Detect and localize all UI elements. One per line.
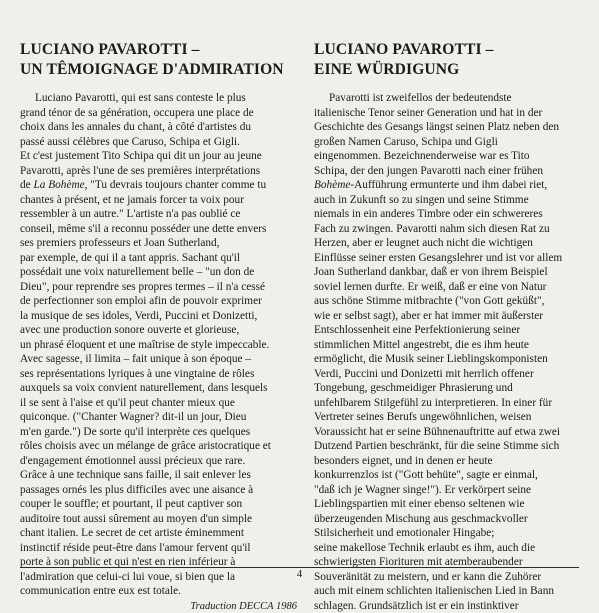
text-line: unfehlbarem Stilgefühl zu interpretieren. In einer für — [314, 396, 586, 411]
text-line: Avec sagesse, il limita – fait unique à son époque – — [20, 352, 297, 367]
text-line: italienische Tenor seiner Generation und hat in der — [314, 106, 586, 121]
text-line: überzeugenden Mischung aus geschmackvoller — [314, 512, 586, 527]
text-line: auch in Zukunft so zu singen und seine Stimme — [314, 193, 586, 208]
text-line: chant italien. Le secret de cet artiste éminemment — [20, 526, 297, 541]
text-line: ses représentations lyriques à une vingtaine de rôles — [20, 367, 297, 382]
text-line: quiconque. ("Chanter Wagner? dit-il un jour, Dieu — [20, 410, 297, 425]
page-number: 4 — [0, 568, 599, 580]
text-line: passages ornés les plus difficiles avec une aisance à — [20, 483, 297, 498]
text-line: passé aussi célèbres que Caruso, Schipa et Gigli. — [20, 135, 297, 150]
translation-credit: Traduction DECCA 1986 — [20, 601, 297, 612]
text-line: besonders eignet, und in denen er heute — [314, 454, 586, 469]
french-heading — [20, 40, 297, 80]
text-line: schwierigsten Fiorituren mit atemberaubender — [314, 555, 586, 570]
text-line: couper le souffle; et pourtant, il peut captiver son — [20, 497, 297, 512]
text-line: l'admiration que celui-ci lui voue, si bien que la — [20, 570, 297, 585]
text-line: "daß ich je Wagner singe!"). Er verkörpert seine — [314, 483, 586, 498]
text-line: Schipa, der den jungen Pavarotti nach einer frühen — [314, 164, 586, 179]
text-line: conseil, même s'il a reconnu posséder une dette envers — [20, 222, 297, 237]
text-line: avec une production sonore ouverte et glorieuse, — [20, 323, 297, 338]
text-line: Pavarotti ist zweifellos der bedeutendste — [314, 91, 586, 106]
text-line: soviel lernen durfte. Er weiß, daß er eine von Natur — [314, 280, 586, 295]
text-line: Joan Sutherland dankbar, daß er von ihrem Beispiel — [314, 265, 586, 280]
text-line: Luciano Pavarotti, qui est sans conteste le plus — [20, 91, 297, 106]
text-line: niemals in ein anderes Timbre oder ein schwereres — [314, 207, 586, 222]
text-line: instinctif réside peut-être dans l'amour fervent qu'il — [20, 541, 297, 556]
text-line: Dutzend Partien beschränkt, für die seine Stimme sich — [314, 439, 586, 454]
text-line: Einflüsse seiner ersten Gesangslehrer und ist vor allem — [314, 251, 586, 266]
text-line: Pavarotti, après l'une de ses premières interprétations — [20, 164, 297, 179]
text-line: ermöglicht, die Musik seiner Lieblingskomponisten — [314, 352, 586, 367]
heading-line: LUCIANO PAVAROTTI – — [314, 40, 586, 60]
text-line: Bohème-Aufführung ermunterte und ihm dabei riet, — [314, 178, 586, 193]
text-line: Tongebung, geschmeidiger Phrasierung und — [314, 381, 586, 396]
french-column — [20, 40, 297, 612]
text-line: porte à son public et qui n'est en rien inférieur à — [20, 555, 297, 570]
text-line: Voraussicht hat er seine Bühnenauftritte auf etwa zwei — [314, 425, 586, 440]
text-line: par exemple, de qui il a tant appris. Sachant qu'il — [20, 251, 297, 266]
text-line: Verdi, Puccini und Donizetti mit herrlich offener — [314, 367, 586, 382]
text-line: aus schöne Stimme mitbrachte ("von Gott geküßt", — [314, 294, 586, 309]
text-line: auditoire tout aussi sûrement au moyen d'un simple — [20, 512, 297, 527]
text-line: il se sent à l'aise et qu'il peut chanter mieux que — [20, 396, 297, 411]
text-line: Lieblingspartien mit einer ebenso seltenen wie — [314, 497, 586, 512]
text-line: wie er selbst sagt), aber er hat immer mit äußerster — [314, 309, 586, 324]
text-line: ressembler à un autre." L'artiste n'a pas oublié ce — [20, 207, 297, 222]
heading-line: EINE WÜRDIGUNG — [314, 60, 586, 80]
text-line: auxquels sa voix convient naturellement, dans lesquels — [20, 381, 297, 396]
german-column — [314, 40, 586, 613]
text-line: Souveränität zu meistern, und er kann die Zuhörer — [314, 570, 586, 585]
text-line: Fach zu zwingen. Pavarotti nahm sich diesen Rat zu — [314, 222, 586, 237]
text-line: Herzen, aber er leugnet auch nicht die wichtigen — [314, 236, 586, 251]
text-line: de perfectionner son emploi afin de pouvoir exprimer — [20, 294, 297, 309]
text-line: großen Namen Caruso, Schipa und Gigli — [314, 135, 586, 150]
text-line: eingenommen. Bezeichnenderweise war es Tito — [314, 149, 586, 164]
text-line: communication entre eux est totale. — [20, 584, 297, 599]
text-line: de La Bohème, "Tu devrais toujours chanter comme tu — [20, 178, 297, 193]
text-line: m'en garde.") De sorte qu'il interprète ces quelques — [20, 425, 297, 440]
text-line: ses premiers professeurs et Joan Sutherland, — [20, 236, 297, 251]
text-line: Entschlossenheit eine Perfektionierung seiner — [314, 323, 586, 338]
heading-line: UN TÊMOIGNAGE D'ADMIRATION — [20, 60, 297, 80]
text-line: Stilsicherheit und emotionaler Hingabe; — [314, 526, 586, 541]
text-line: Grâce à une technique sans faille, il sait enlever les — [20, 468, 297, 483]
text-line: chantes à présent, et ne jamais forcer ta voix pour — [20, 193, 297, 208]
text-line: Geschichte des Gesangs längst seinen Platz neben den — [314, 120, 586, 135]
heading-line: LUCIANO PAVAROTTI – — [20, 40, 297, 60]
text-line: Dieu", pour reprendre ses propres termes – il n'a cessé — [20, 280, 297, 295]
text-line: la musique de ses idoles, Verdi, Puccini et Donizetti, — [20, 309, 297, 324]
text-line: Vertreter seines Berufs ungewöhnlichen, weisen — [314, 410, 586, 425]
french-body-text — [20, 91, 297, 599]
text-line: possédait une voix naturellement belle – "un don de — [20, 265, 297, 280]
text-line: schlagen. Grundsätzlich ist er ein instinktiver — [314, 599, 586, 613]
german-heading — [314, 40, 586, 80]
text-line: Et c'est justement Tito Schipa qui dit un jour au jeune — [20, 149, 297, 164]
text-line: un phrasé éloquent et une maîtrise de style impeccable. — [20, 338, 297, 353]
text-line: grand ténor de sa génération, occupera une place de — [20, 106, 297, 121]
text-line: choix dans les annales du chant, à côté d'artistes du — [20, 120, 297, 135]
text-line: auch mit einem schlichten italienischen Lied in Bann — [314, 584, 586, 599]
german-body-text — [314, 91, 586, 613]
text-line: d'engagement émotionnel aussi précieux que rare. — [20, 454, 297, 469]
text-line: seine makellose Technik erlaubt es ihm, auch die — [314, 541, 586, 556]
text-line: konkurrenzlos ist ("Gott behüte", sagte er einmal, — [314, 468, 586, 483]
text-line: rôles choisis avec un mélange de grâce aristocratique et — [20, 439, 297, 454]
text-line: stimmlichen Mittel angestrebt, die es ihm heute — [314, 338, 586, 353]
